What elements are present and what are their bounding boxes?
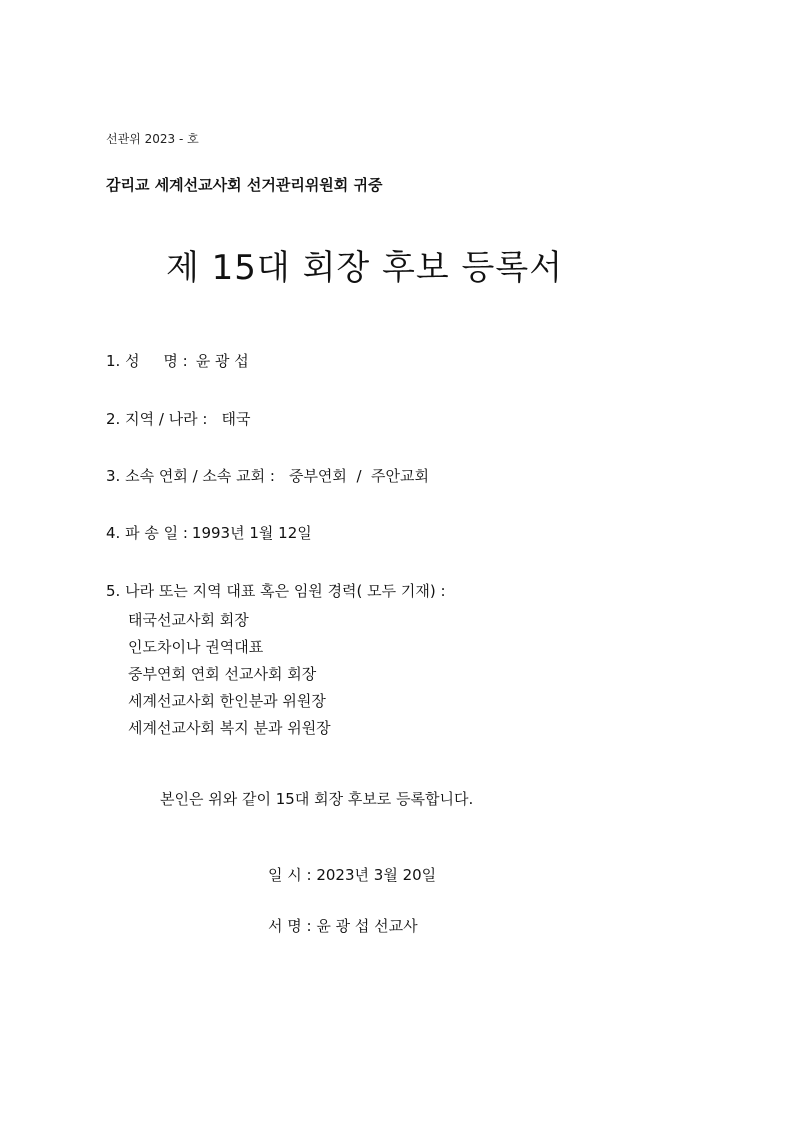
signature-line: 서 명 : 윤 광 섭 선교사: [268, 917, 418, 935]
recipient-line: 감리교 세계선교사회 선거관리위원회 귀중: [106, 176, 383, 194]
field-value: 중부연회 / 주안교회: [288, 467, 429, 485]
list-item: 태국선교사회 회장: [128, 611, 249, 629]
field-label: 2. 지역 / 나라 :: [106, 410, 208, 428]
career-list: [128, 607, 331, 742]
field-value: 1993년 1월 12일: [191, 524, 312, 542]
field-label: 1. 성 명 :: [106, 352, 188, 370]
document-title: 제 15대 회장 후보 등록서: [166, 248, 564, 288]
list-item: 인도차이나 권역대표: [128, 638, 264, 656]
field-career: [106, 580, 446, 601]
field-label: 4. 파 송 일 :: [106, 524, 188, 542]
list-item: 세계선교사회 한인분과 위원장: [128, 692, 326, 710]
field-label: 3. 소속 연회 / 소속 교회 :: [106, 467, 275, 485]
field-affiliation: [106, 465, 429, 486]
date-line: 일 시 : 2023년 3월 20일: [268, 866, 437, 884]
list-item: 중부연회 연회 선교사회 회장: [128, 665, 317, 683]
field-region-country: [106, 408, 250, 429]
field-value: 태국: [221, 410, 251, 428]
list-item: 세계선교사회 복지 분과 위원장: [128, 719, 331, 737]
field-label: 5. 나라 또는 지역 대표 혹은 임원 경력( 모두 기재) :: [106, 582, 446, 600]
document-number: 선관위 2023 - 호: [106, 132, 199, 146]
field-name: [106, 350, 249, 371]
field-dispatch-date: [106, 522, 312, 543]
field-value: 윤 광 섭: [195, 352, 249, 370]
declaration-text: 본인은 위와 같이 15대 회장 후보로 등록합니다.: [160, 790, 474, 808]
